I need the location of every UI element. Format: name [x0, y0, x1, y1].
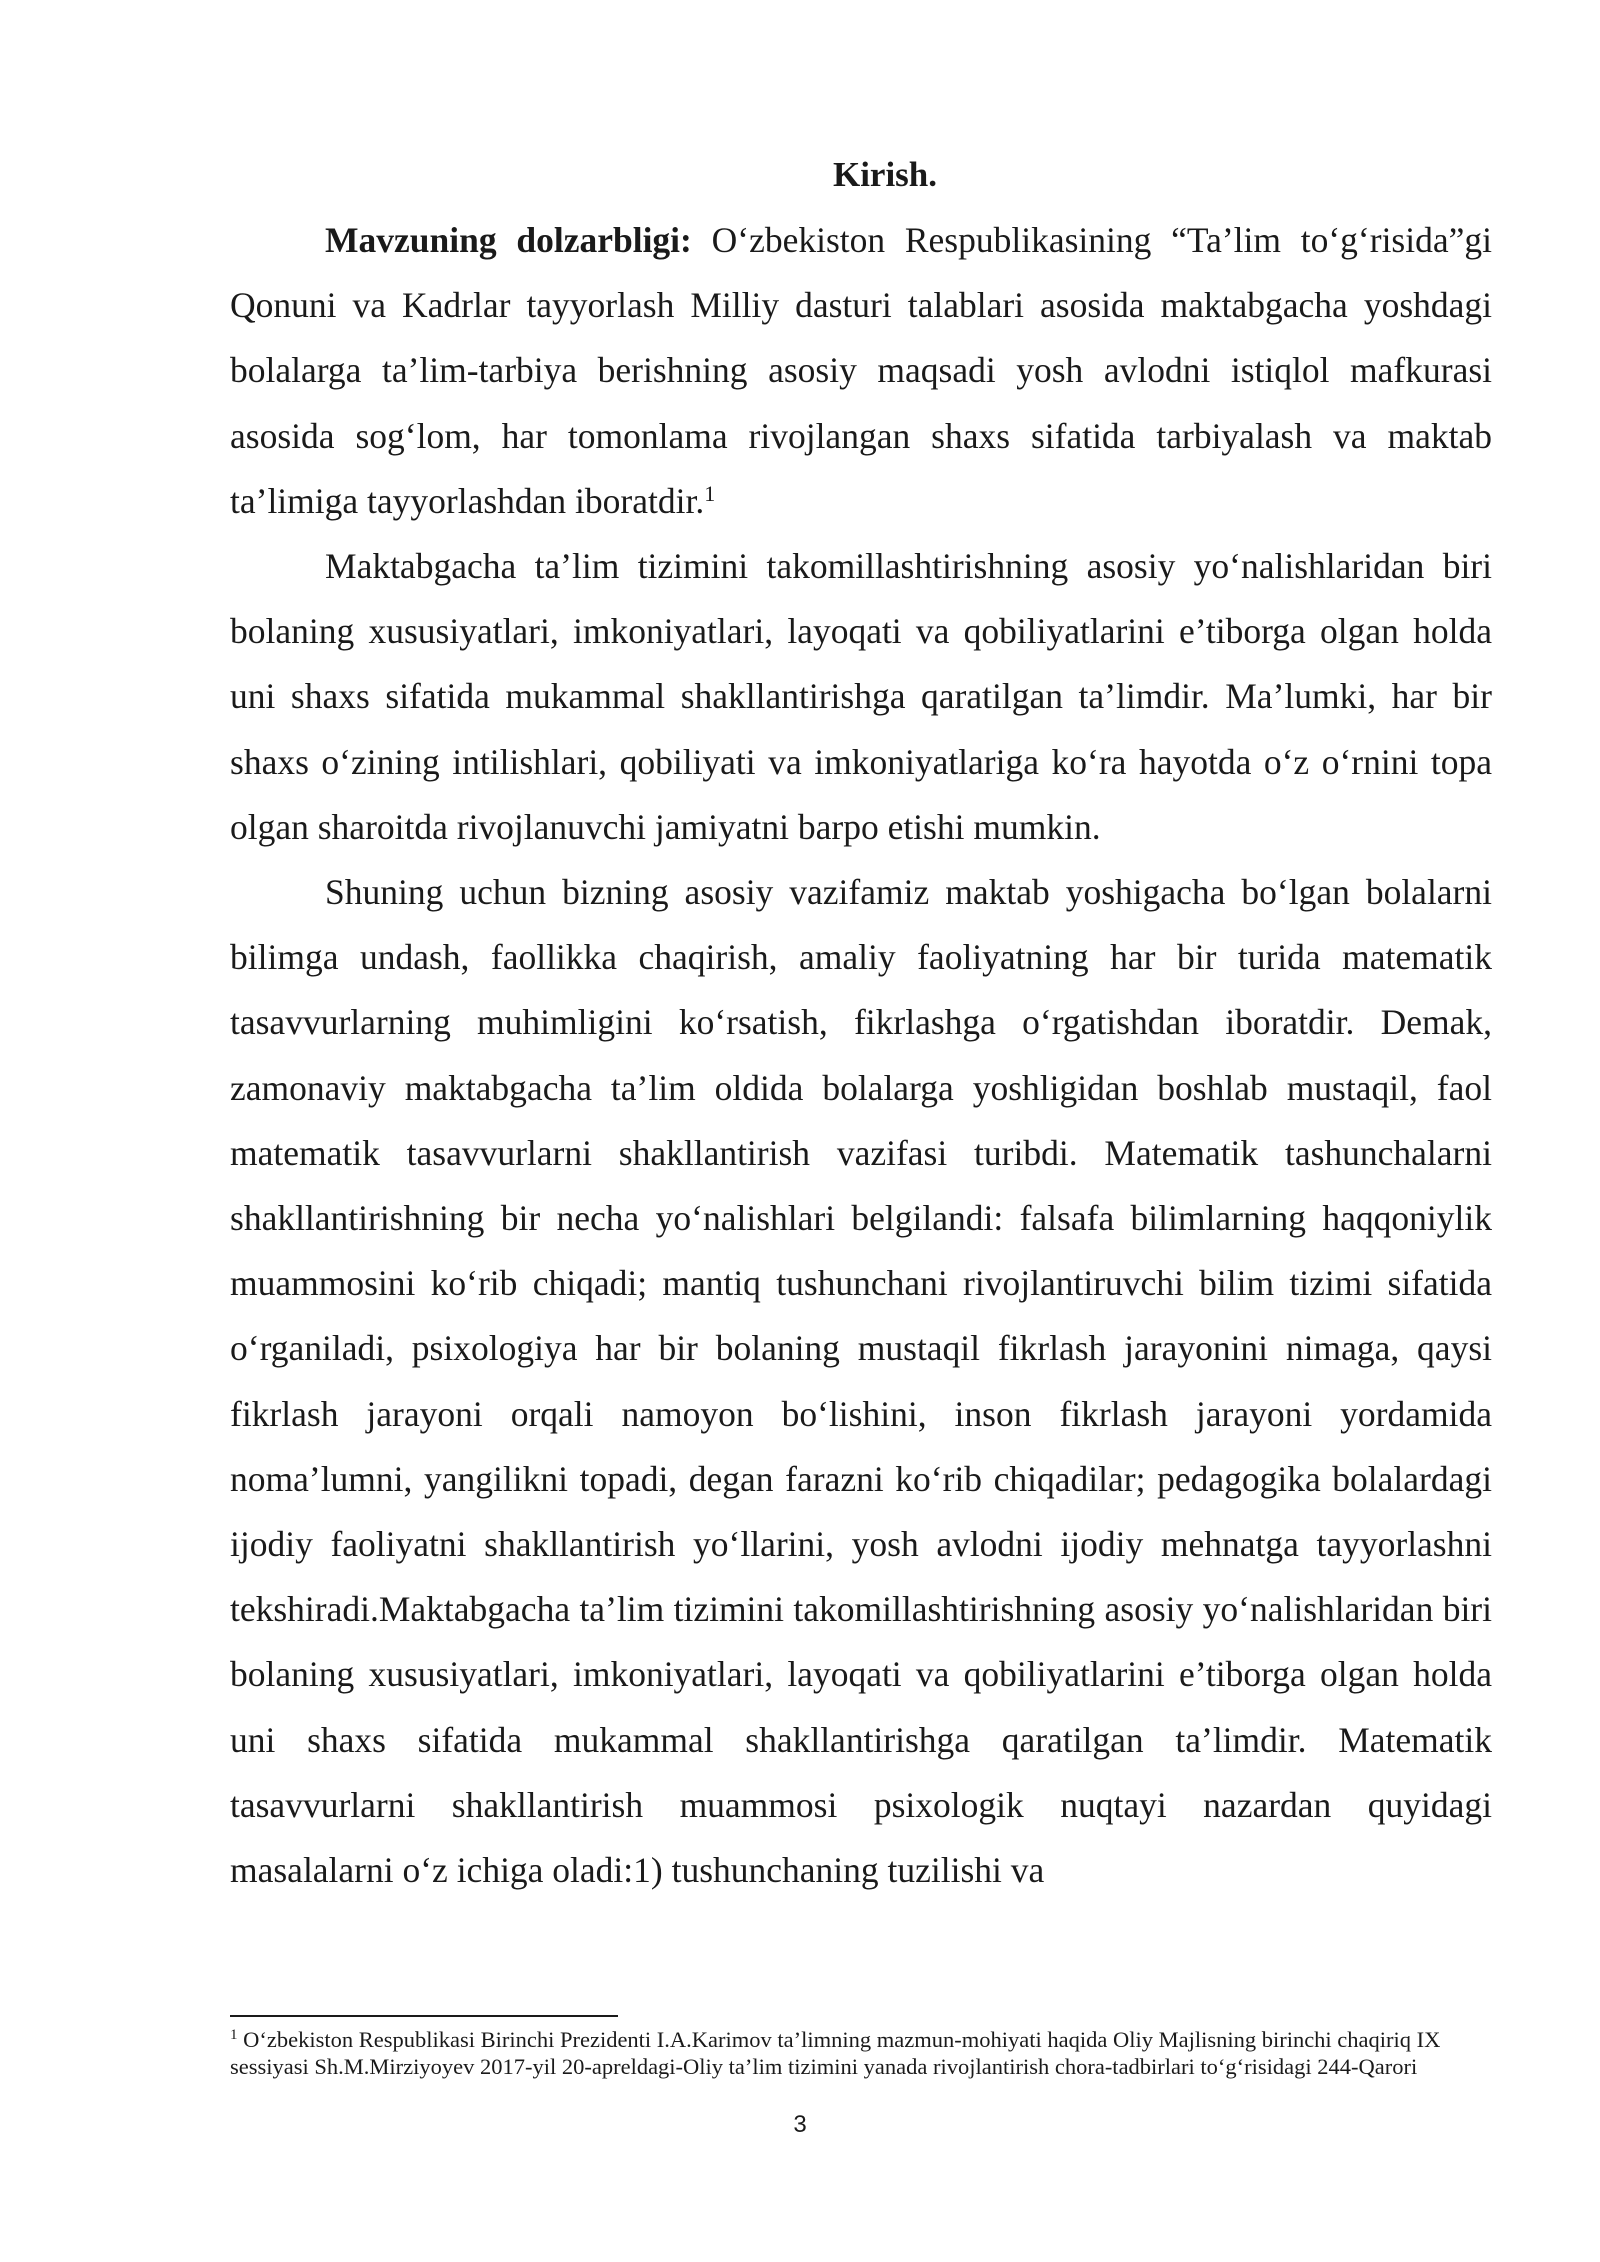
topic-relevance-label: Mavzuning dolzarbligi: — [325, 220, 692, 260]
footnote-text: O‘zbekiston Respublikasi Birinchi Prezidenti I.A.Karimov ta’limning mazmun-mohiyati haqida Oliy Majlisning birinchi chaqiriq IX sessiyasi Sh.M.Mirziyoyev 2017-yil 20-apreldagi-Oliy ta’lim tizimini yanada rivojlantirish chora-tadbirlari to‘g‘risidagi 244-Qarori — [230, 2027, 1441, 2079]
paragraph-3: Shuning uchun bizning asosiy vazifamiz maktab yoshigacha bo‘lgan bolalarni bilimga undash, faollikka chaqirish, amaliy faoliyatning har bir turida matematik tasavvurlarning muhimligini ko‘rsatish, fikrlashga o‘rgatishdan iboratdir. Demak, zamonaviy maktabgacha ta’lim oldida bolalarga yoshligidan boshlab mustaqil, faol matematik tasavvurlarni shakllantirish vazifasi turibdi. Matematik tashunchalarni shakllantirishning bir necha yo‘nalishlari belgilandi: falsafa bilimlarning haqqoniylik muammosini ko‘rib chiqadi; mantiq tushunchani rivojlantiruvchi bilim tizimi sifatida o‘rganiladi, psixologiya har bir bolaning mustaqil fikrlash jarayonini nimaga, qaysi fikrlash jarayoni orqali namoyon bo‘lishini, inson fikrlash jarayoni yordamida noma’lumni, yangilikni topadi, degan farazni ko‘rib chiqadilar; pedagogika bolalardagi ijodiy faoliyatni shakllantirish yo‘llarini, yosh avlodni ijodiy mehnatga tayyorlashni tekshiradi.Maktabgacha ta’lim tizimini takomillashtirishning asosiy yo‘nalishlaridan biri bolaning xususiyatlari, imkoniyatlari, layoqati va qobiliyatlarini e’tiborga olgan holda uni shaxs sifatida mukammal shakllantirishga qaratilgan ta’limdir. Matematik tasavvurlarni shakllantirish muammosi psixologik nuqtayi nazardan quyidagi masalalarni o‘z ichiga oladi:1) tushunchaning tuzilishi va — [230, 872, 1492, 1891]
footnote-divider — [230, 2015, 618, 2017]
body-text — [230, 208, 1492, 1903]
page-title: Kirish. — [832, 155, 938, 194]
page-number: 3 — [793, 2111, 807, 2138]
intro-text: O‘zbekiston Respublikasining “Ta’lim to‘g‘risida”gi Qonuni va Kadrlar tayyorlash Milliy dasturi talablari asosida maktabgacha yoshdagi bolalarga ta’lim-tarbiya berishning asosiy maqsadi yosh avlodni istiqlol mafkurasi asosida sog‘lom, har tomonlama rivojlangan shaxs sifatida tarbiyalash va maktab ta’limiga tayyorlashdan iboratdir. — [230, 220, 1492, 521]
footnote-reference[interactable]: 1 — [704, 480, 716, 506]
footnote-number: 1 — [230, 2027, 238, 2043]
intro-paragraph — [230, 208, 1492, 534]
footnote — [230, 2026, 1492, 2080]
paragraph-2: Maktabgacha ta’lim tizimini takomillashtirishning asosiy yo‘nalishlaridan biri bolaning xususiyatlari, imkoniyatlari, layoqati va qobiliyatlarini e’tiborga olgan holda uni shaxs sifatida mukammal shakllantirishga qaratilgan ta’limdir. Ma’lumki, har bir shaxs o‘zining intilishlari, qobiliyati va imkoniyatlariga ko‘ra hayotda o‘z o‘rnini topa olgan sharoitda rivojlanuvchi jamiyatni barpo etishi mumkin. — [230, 546, 1492, 847]
